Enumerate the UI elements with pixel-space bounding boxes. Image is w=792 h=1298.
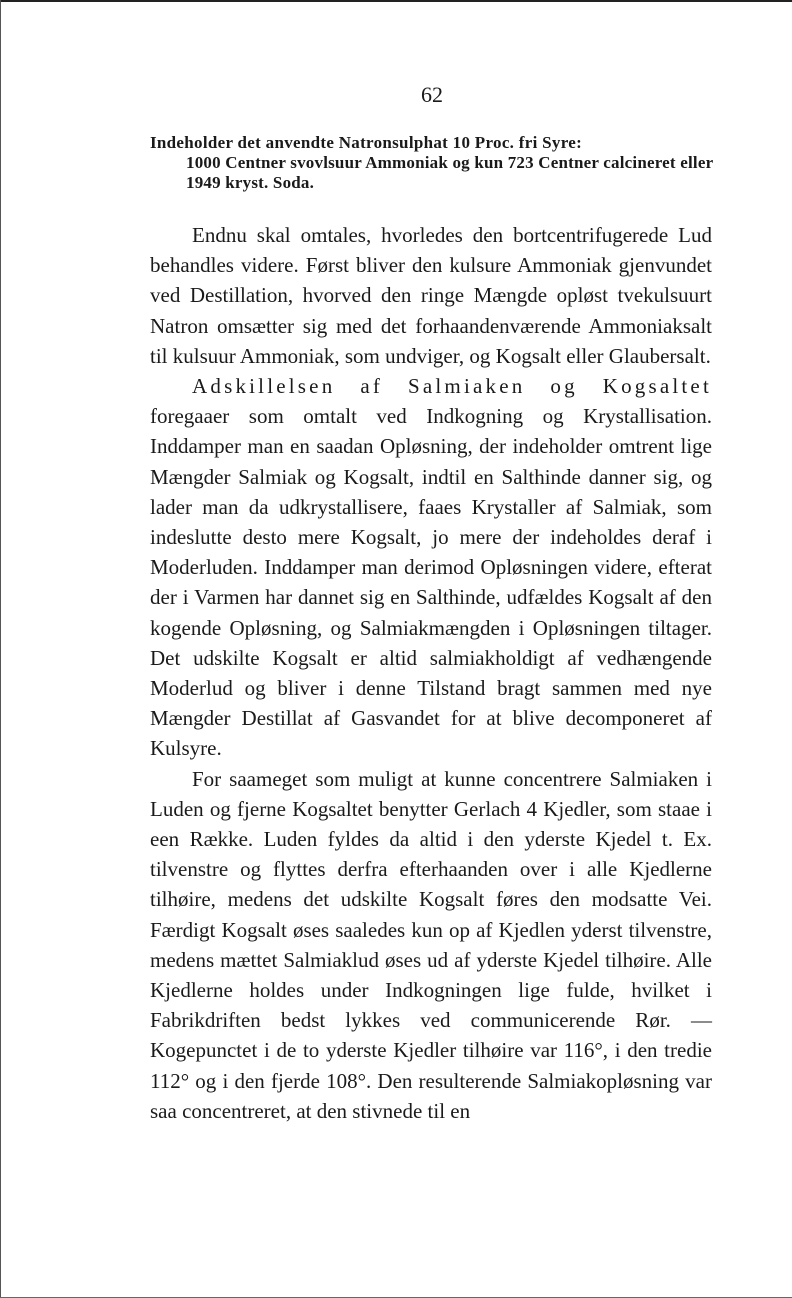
- paragraph-2: [150, 371, 712, 764]
- spaced-heading: Adskillelsen af Salmiaken og Kogsaltet: [192, 374, 712, 399]
- scan-edge-left: [0, 0, 1, 1298]
- paragraph-1: Endnu skal omtales, hvorledes den bortcentrifugerede Lud behandles videre. Først bliver den kulsure Ammoniak gjenvundet ved Destillation, hvorved den ringe Mængde opløst tvekulsuurt Natron omsætter sig med det forhaandenværende Ammoniaksalt til kulsuur Ammoniak, som undviger, og Kogsalt eller Glaubersalt.: [150, 223, 712, 368]
- scan-edge-top: [0, 0, 792, 2]
- paragraph-2-text: foregaaer som omtalt ved Indkogning og Krystallisation. Inddamper man en saadan Opløsning, der indeholder omtrent lige Mængder Salmiak og Kogsalt, indtil en Salthinde danner sig, og lader man da udkrystallisere, faaes Krystaller af Salmiak, som indeslutte desto mere Kogsalt, jo mere der indeholdes deraf i Moderluden. Inddamper man derimod Opløsningen videre, efterat der i Varmen har dannet sig en Salthinde, udfældes Kogsalt af den kogende Opløsning, og Salmiakmængden i Opløsningen tiltager. Det udskilte Kogsalt er altid salmiakholdigt af vedhængende Moderlud og bliver i denne Tilstand bragt sammen med nye Mængder Destillat af Gasvandet for at blive decomponeret af Kulsyre.: [150, 404, 712, 761]
- paragraph-3: For saameget som muligt at kunne concentrere Salmiaken i Luden og fjerne Kogsaltet benytter Gerlach 4 Kjedler, som staae i een Række. Luden fyldes da altid i den yderste Kjedel t. Ex. tilvenstre og flyttes derfra efterhaanden over i alle Kjedlerne tilhøire, medens det udskilte Kogsalt føres den modsatte Vei. Færdigt Kogsalt øses saaledes kun op af Kjedlen yderst tilvenstre, medens mættet Salmiaklud øses ud af yderste Kjedel tilhøire. Alle Kjedlerne holdes under Indkogningen lige fulde, hvilket i Fabrikdriften bedst lykkes ved communicerende Rør. — Kogepunctet i de to yderste Kjedler tilhøire var 116°, i den tredie 112° og i den fjerde 108°. Den resulterende Salmiakopløsning var saa concentreret, at den stivnede til en: [150, 766, 712, 1123]
- composition-note: [150, 133, 720, 193]
- note-line-1: Indeholder det anvendte Natronsulphat 10 Proc. fri Syre:: [150, 133, 583, 152]
- body-text: [150, 220, 712, 1126]
- note-line-2: 1000 Centner svovlsuur Ammoniak og kun 723 Centner calcineret eller 1949 kryst. Soda.: [186, 153, 714, 192]
- page-number: 62: [421, 82, 443, 107]
